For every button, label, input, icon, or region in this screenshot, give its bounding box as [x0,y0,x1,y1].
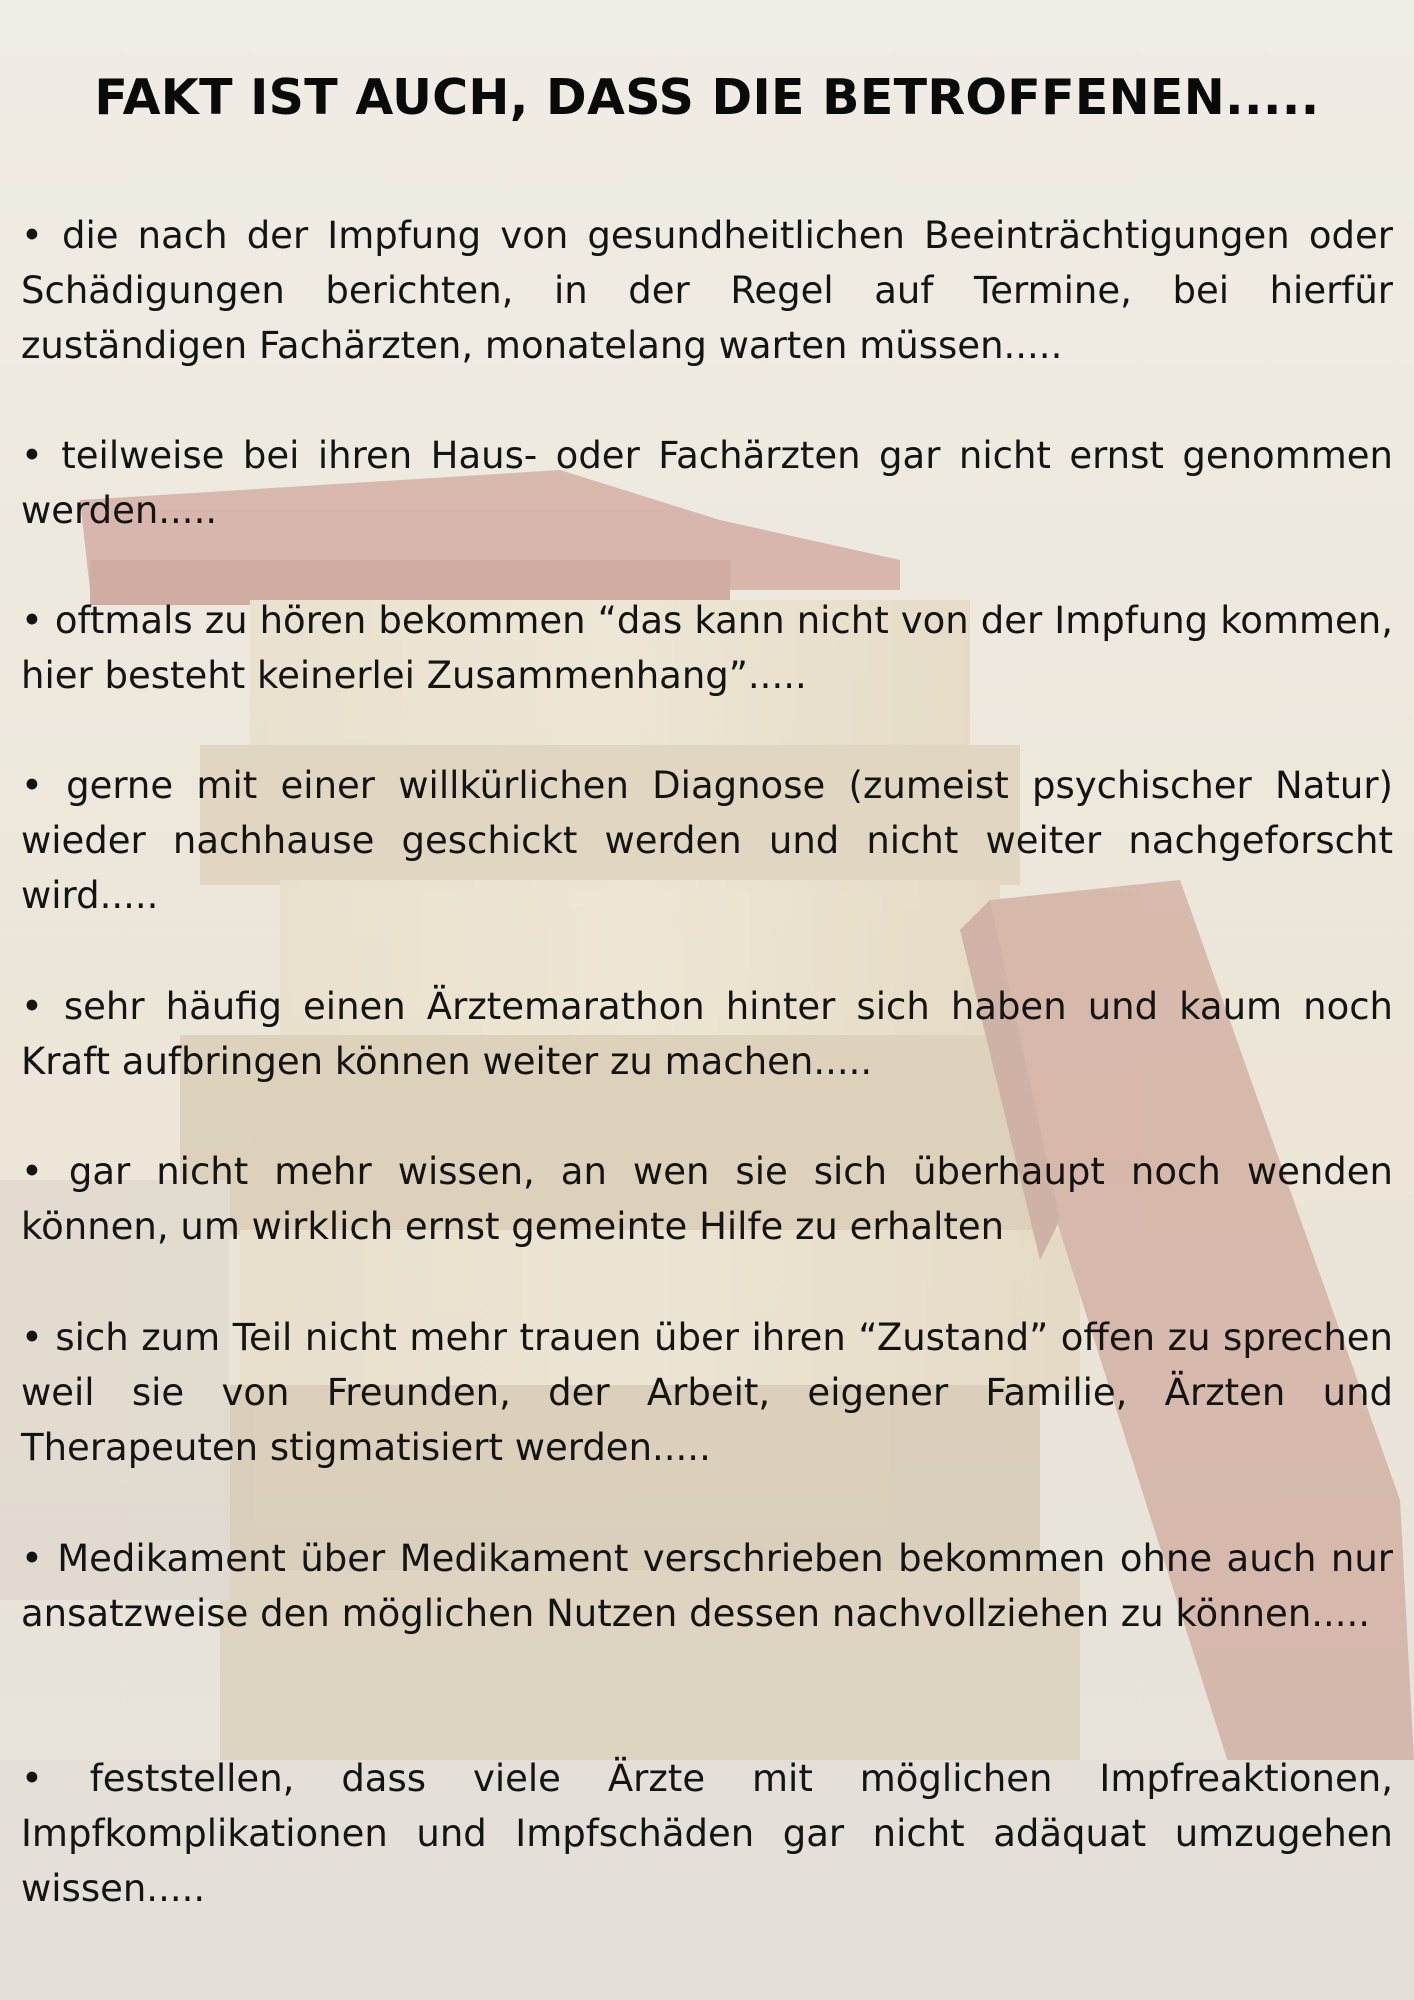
list-item: • gar nicht mehr wissen, an wen sie sich überhaupt noch wenden können, um wirklich ernst gemeinte Hilfe zu erhalten [21,1150,1393,1248]
list-item: • sehr häufig einen Ärztemarathon hinter sich haben und kaum noch Kraft aufbringen können weiter zu machen..... [21,985,1393,1083]
list-item: • sich zum Teil nicht mehr trauen über ihren “Zustand” offen zu sprechen weil sie von Freunden, der Arbeit, eigener Familie, Ärzten und Therapeuten stigmatisiert werden..... [21,1316,1393,1469]
list-item: • feststellen, dass viele Ärzte mit möglichen Impfreaktionen, Impfkomplikationen und Impfschäden gar nicht adäquat umzugehen wissen..... [21,1757,1393,1910]
list-item: • gerne mit einer willkürlichen Diagnose (zumeist psychischer Natur) wieder nachhause geschickt werden und nicht weiter nachgeforscht wird..... [21,764,1393,917]
list-item: • teilweise bei ihren Haus- oder Fachärzten gar nicht ernst genommen werden..... [21,434,1393,532]
list-item: • Medikament über Medikament verschrieben bekommen ohne auch nur ansatzweise den möglichen Nutzen dessen nachvollziehen zu können..... [21,1537,1393,1635]
page-title: FAKT IST AUCH, DASS DIE BETROFFENEN..... [94,69,1320,126]
list-item: • oftmals zu hören bekommen “das kann nicht von der Impfung kommen, hier besteht keinerlei Zusammenhang”..... [21,599,1393,697]
list-item: • die nach der Impfung von gesundheitlichen Beeinträchtigungen oder Schädigungen berichten, in der Regel auf Termine, bei hierfür zuständigen Fachärzten, monatelang warten müssen..... [21,214,1393,367]
